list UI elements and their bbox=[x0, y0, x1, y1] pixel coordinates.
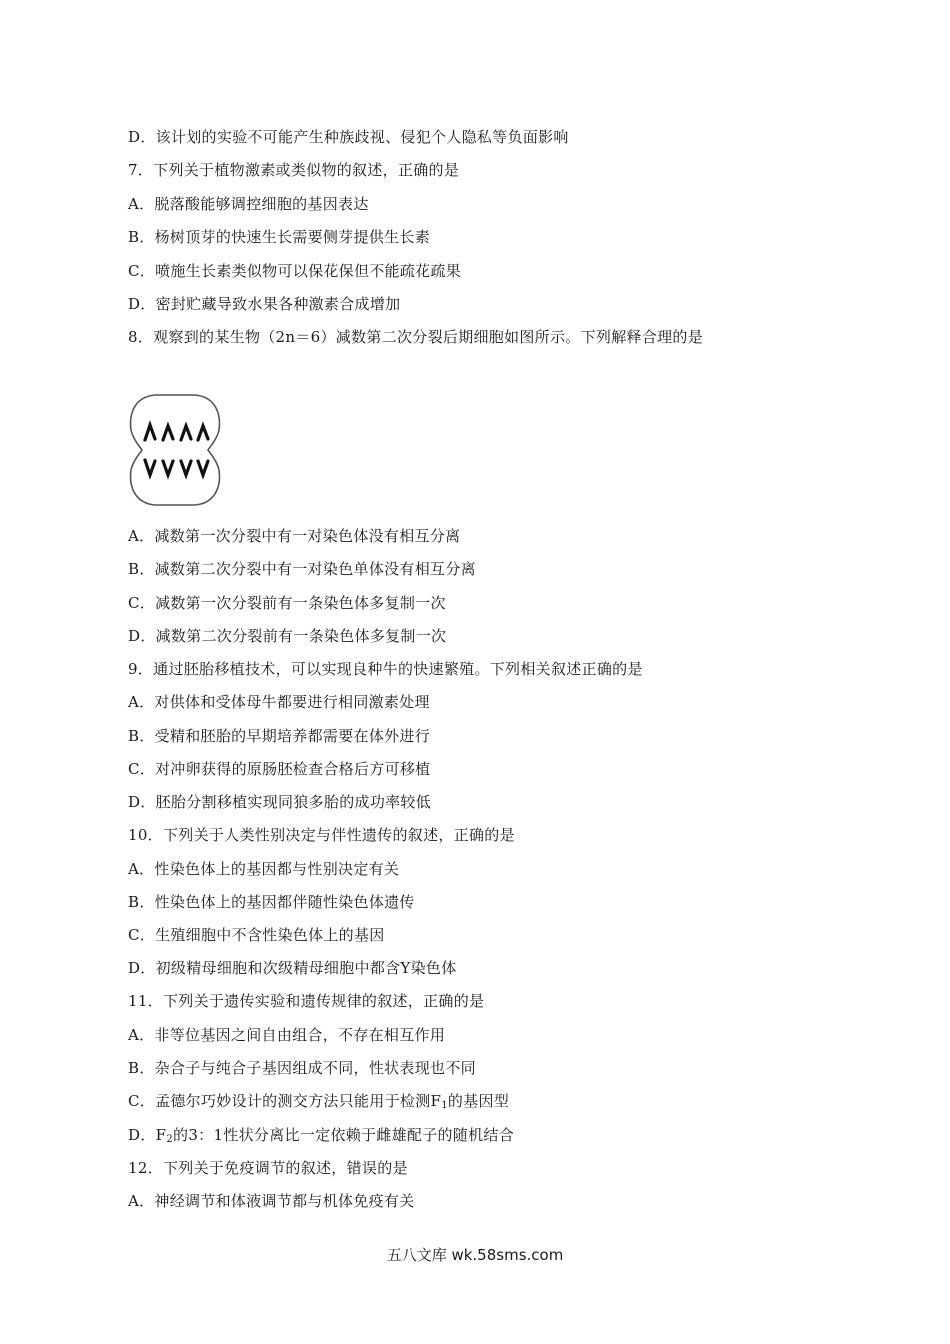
question-12: 12．下列关于免疫调节的叙述，错误的是 bbox=[128, 1159, 408, 1177]
option-c-q8: C．减数第一次分裂前有一条染色体多复制一次 bbox=[128, 594, 446, 612]
option-d-q11-text: 的3：1性状分离比一定依赖于雌雄配子的随机结合 bbox=[173, 1126, 515, 1144]
option-b-q11: B．杂合子与纯合子基因组成不同，性状表现也不同 bbox=[128, 1059, 476, 1077]
option-d-q7: D．密封贮藏导致水果各种激素合成增加 bbox=[128, 295, 401, 313]
option-d-q10: D．初级精母细胞和次级精母细胞中都含Y染色体 bbox=[128, 959, 457, 977]
option-c-q7: C．喷施生长素类似物可以保花保但不能疏花疏果 bbox=[128, 262, 462, 280]
subscript-1: 1 bbox=[441, 1100, 448, 1111]
option-c-q9: C．对冲卵获得的原肠胚检查合格后方可移植 bbox=[128, 760, 431, 778]
cell-division-figure bbox=[125, 388, 225, 517]
option-c-q10: C．生殖细胞中不含性染色体上的基因 bbox=[128, 926, 385, 944]
option-b-q8: B．减数第二次分裂中有一对染色单体没有相互分离 bbox=[128, 560, 476, 578]
option-c-q11-text: C．孟德尔巧妙设计的测交方法只能用于检测F bbox=[128, 1092, 442, 1110]
question-8: 8．观察到的某生物（2n＝6）减数第二次分裂后期细胞如图所示。下列解释合理的是 bbox=[128, 328, 703, 346]
option-d-q8: D．减数第二次分裂前有一条染色体多复制一次 bbox=[128, 627, 447, 645]
question-9: 9．通过胚胎移植技术，可以实现良种牛的快速繁殖。下列相关叙述正确的是 bbox=[128, 660, 643, 678]
option-a-q10: A．性染色体上的基因都与性别决定有关 bbox=[128, 860, 400, 878]
option-d-q11 bbox=[128, 1125, 514, 1145]
option-b-q10: B．性染色体上的基因都伴随性染色体遗传 bbox=[128, 893, 415, 911]
option-b-q9: B．受精和胚胎的早期培养都需要在体外进行 bbox=[128, 727, 431, 745]
option-a-q11: A．非等位基因之间自由组合，不存在相互作用 bbox=[128, 1026, 446, 1044]
option-d-q6: D．该计划的实验不可能产生种族歧视、侵犯个人隐私等负面影响 bbox=[128, 128, 569, 146]
question-10: 10．下列关于人类性别决定与伴性遗传的叙述，正确的是 bbox=[128, 826, 515, 844]
option-a-q9: A．对供体和受体母牛都要进行相同激素处理 bbox=[128, 693, 430, 711]
option-a-q8: A．减数第一次分裂中有一对染色体没有相互分离 bbox=[128, 527, 461, 545]
option-a-q12: A．神经调节和体液调节都与机体免疫有关 bbox=[128, 1192, 415, 1210]
question-11: 11．下列关于遗传实验和遗传规律的叙述，正确的是 bbox=[128, 992, 485, 1010]
option-a-q7: A．脱落酸能够调控细胞的基因表达 bbox=[128, 195, 369, 213]
question-7: 7．下列关于植物激素或类似物的叙述，正确的是 bbox=[128, 161, 460, 179]
option-c-q11 bbox=[128, 1091, 509, 1111]
subscript-2: 2 bbox=[166, 1134, 174, 1145]
cell-diagram bbox=[125, 388, 225, 513]
option-d-q9: D．胚胎分割移植实现同狼多胎的成功率较低 bbox=[128, 793, 432, 811]
option-c-q11-tail: 的基因型 bbox=[447, 1092, 510, 1110]
option-b-q7: B．杨树顶芽的快速生长需要侧芽提供生长素 bbox=[128, 228, 431, 246]
footer-watermark: 五八文库 wk.58sms.com bbox=[386, 1246, 564, 1264]
option-d-q11-prefix: D．F bbox=[128, 1126, 167, 1144]
